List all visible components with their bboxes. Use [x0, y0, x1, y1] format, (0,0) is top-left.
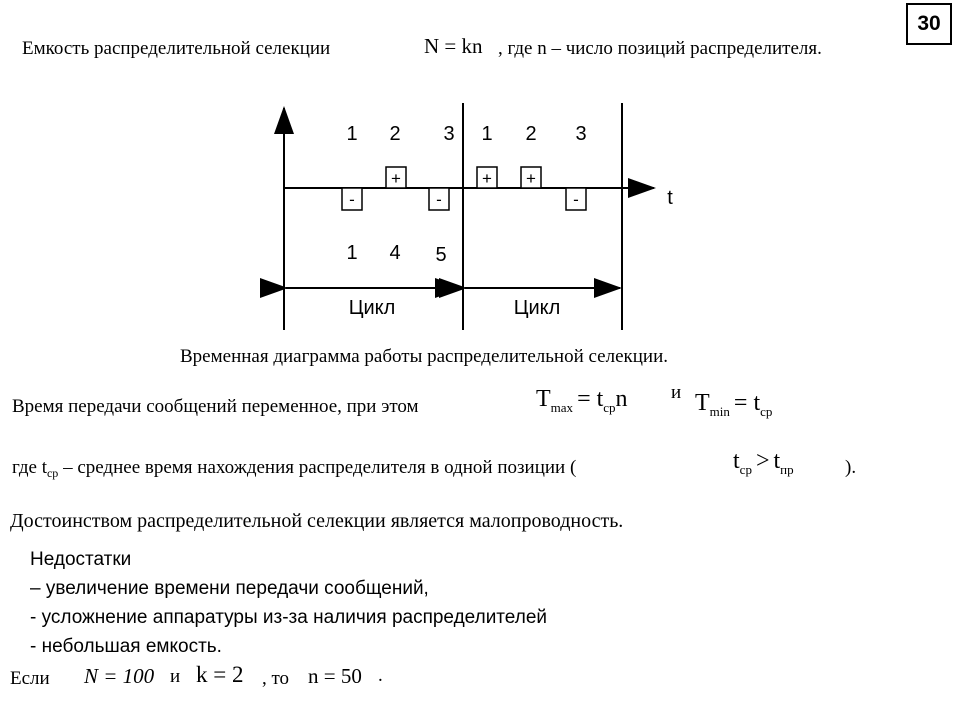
cycle-label: Цикл: [513, 297, 561, 319]
minus-pulse: [342, 188, 362, 210]
svg-text:+: +: [526, 169, 536, 188]
example-N: N = 100: [84, 664, 155, 688]
where-line: где $t_{ср}$ – среднее время нахождения распределителя в одной позиции (: [12, 457, 577, 480]
plus-pulse: [521, 167, 541, 188]
example-end: .: [378, 665, 383, 686]
capacity-formula: N = kn: [424, 34, 483, 58]
plus-pulse: [386, 167, 406, 188]
and-conjunction: и: [671, 382, 682, 403]
position-number: 2: [525, 123, 537, 145]
position-number: 3: [443, 123, 455, 145]
example-n: n = 50: [308, 664, 362, 688]
plus-pulse: [477, 167, 497, 188]
svg-text:-: -: [573, 190, 579, 209]
cycle-label: Цикл: [348, 297, 396, 319]
tmax-formula: $T_{max} = t_{ср}n$: [536, 386, 628, 415]
page-number: 30: [906, 3, 952, 45]
timing-diagram: [0, 0, 960, 340]
time-line-text: Время передачи сообщений переменное, при этом: [12, 396, 419, 417]
example-if: Если: [10, 668, 50, 689]
subscriber-number: 5: [435, 244, 447, 266]
minus-pulse: [566, 188, 586, 210]
position-number: 1: [346, 123, 358, 145]
drawbacks-title: Недостатки: [30, 549, 132, 570]
advantage-text: Достоинством распределительной селекции является малопроводность.: [10, 510, 624, 532]
drawback-item: – увеличение времени передачи сообщений,: [30, 578, 429, 599]
example-k: k = 2: [196, 662, 244, 687]
tcp-greater-formula: $t_{ср} > t_{пр}$: [733, 448, 794, 477]
where-line-close: ).: [845, 457, 857, 478]
drawbacks-list: [30, 545, 547, 661]
capacity-text: Емкость распределительной селекции: [22, 38, 331, 59]
tmin-formula: $T_{min} = t_{ср}$: [695, 390, 773, 419]
example-and: и: [170, 666, 181, 687]
capacity-text-tail: , где n – число позиций распределителя.: [498, 38, 822, 59]
drawback-item: - небольшая емкость.: [30, 636, 222, 657]
subscriber-number: 1: [346, 242, 358, 264]
position-number: 1: [481, 123, 493, 145]
position-number: 2: [389, 123, 401, 145]
subscriber-number: 4: [389, 242, 401, 264]
time-axis-label: t: [667, 187, 673, 209]
diagram-caption: Временная диаграмма работы распределительной селекции.: [180, 346, 669, 367]
position-number: 3: [575, 123, 587, 145]
example-then: , то: [262, 668, 290, 689]
svg-text:-: -: [436, 190, 442, 209]
svg-text:-: -: [349, 190, 355, 209]
svg-text:+: +: [482, 169, 492, 188]
svg-text:+: +: [391, 169, 401, 188]
minus-pulse: [429, 188, 449, 210]
drawback-item: - усложнение аппаратуры из-за наличия распределителей: [30, 607, 547, 628]
